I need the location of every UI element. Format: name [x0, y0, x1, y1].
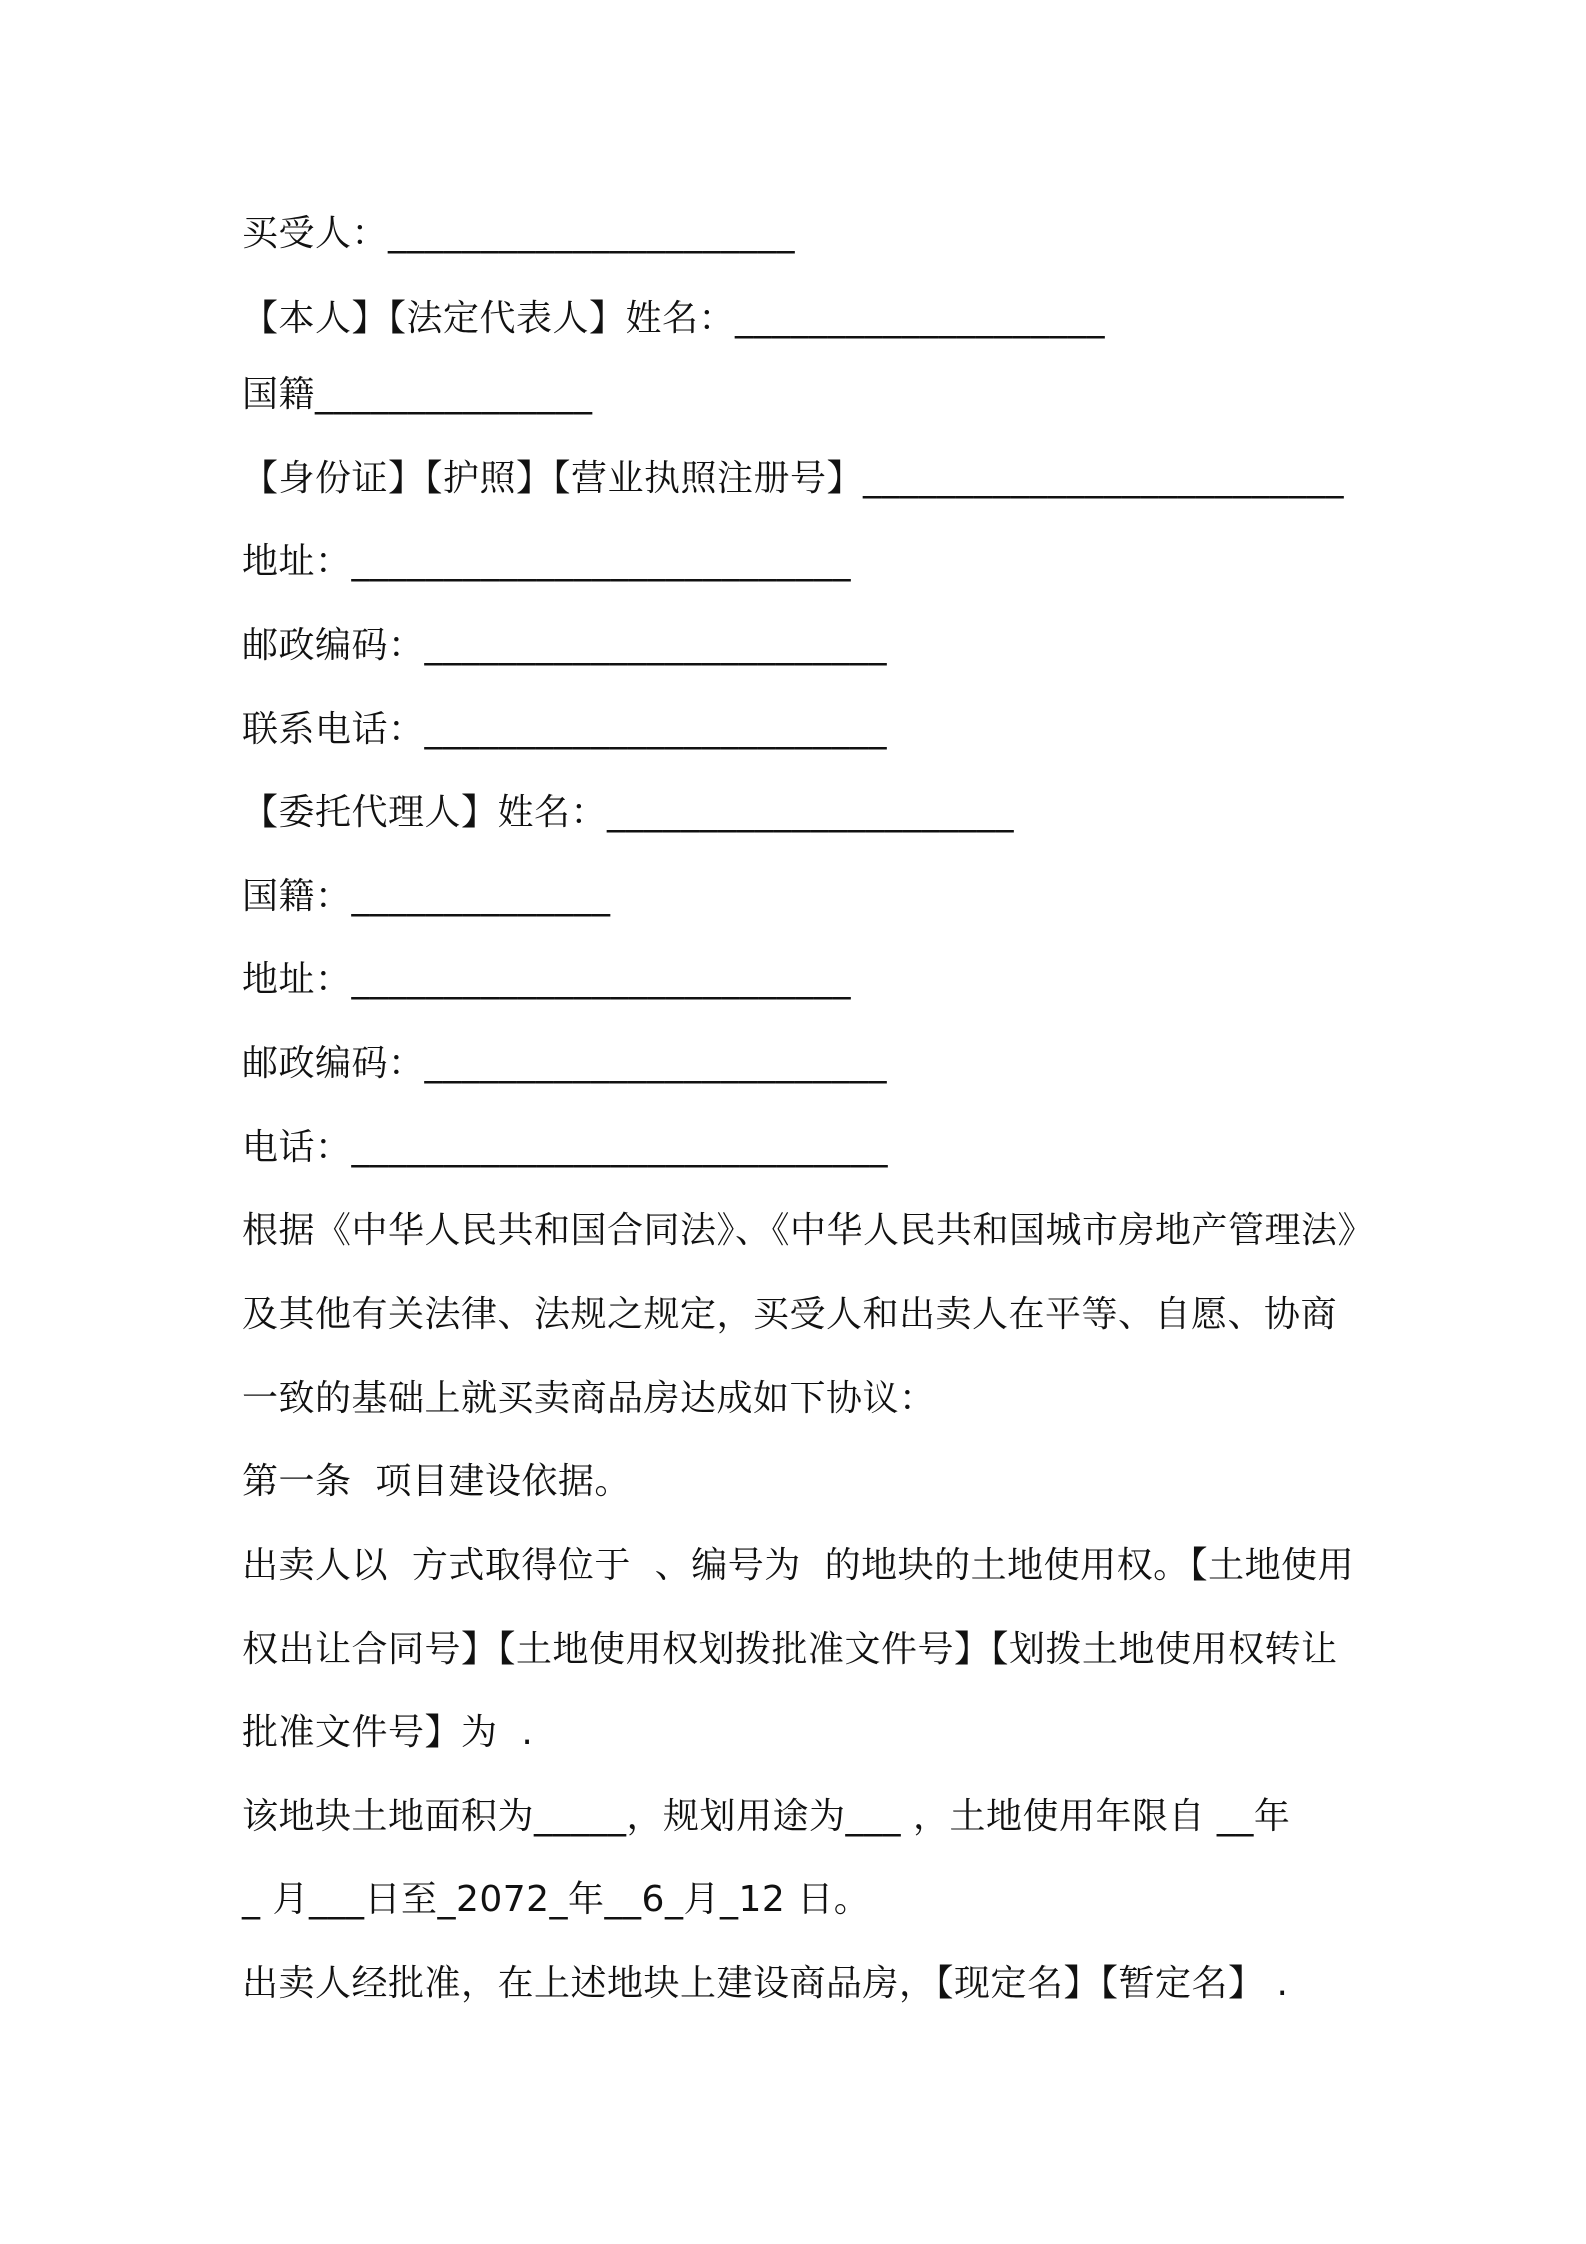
agent-postal-code-line: 邮政编码：_________________________	[242, 1043, 888, 1084]
legal-representative-line: 【本人】【法定代表人】姓名：____________________	[242, 298, 1106, 339]
agent-nationality-line: 国籍：______________	[242, 876, 611, 917]
paragraph-line: _ 月___日至_2072_年__6_月_12 日。	[242, 1879, 871, 1920]
paragraph-line: 根据《中华人民共和国合同法》、《中华人民共和国城市房地产管理法》	[242, 1210, 1375, 1251]
paragraph-line: 及其他有关法律、法规之规定，买受人和出卖人在平等、自愿、协商	[242, 1294, 1338, 1335]
paragraph-line: 批准文件号】为 .	[242, 1712, 534, 1753]
paragraph-line: 一致的基础上就买卖商品房达成如下协议：	[242, 1378, 936, 1419]
paragraph-line: 权出让合同号】【土地使用权划拨批准文件号】【划拨土地使用权转让	[242, 1629, 1338, 1670]
article-heading: 第一条 项目建设依据。	[242, 1461, 631, 1502]
buyer-line: 买受人：______________________	[242, 213, 796, 254]
address-line: 地址：___________________________	[242, 541, 852, 582]
agent-address-line: 地址：___________________________	[242, 959, 852, 1000]
id-number-line: 【身份证】【护照】【营业执照注册号】__________________________	[242, 458, 1345, 499]
contact-phone-line: 联系电话：_________________________	[242, 709, 888, 750]
paragraph-line: 该地块土地面积为_____，规划用途为___ ，土地使用年限自 __年	[242, 1796, 1291, 1837]
nationality-line: 国籍_______________	[242, 374, 593, 415]
paragraph-line: 出卖人以 方式取得位于 、编号为 的地块的土地使用权。【土地使用	[242, 1545, 1355, 1586]
agent-phone-line: 电话：_____________________________	[242, 1127, 889, 1168]
postal-code-line: 邮政编码：_________________________	[242, 625, 888, 666]
agent-name-line: 【委托代理人】姓名：______________________	[242, 792, 1015, 833]
paragraph-line: 出卖人经批准，在上述地块上建设商品房，【现定名】【暂定名】 .	[242, 1963, 1289, 2004]
